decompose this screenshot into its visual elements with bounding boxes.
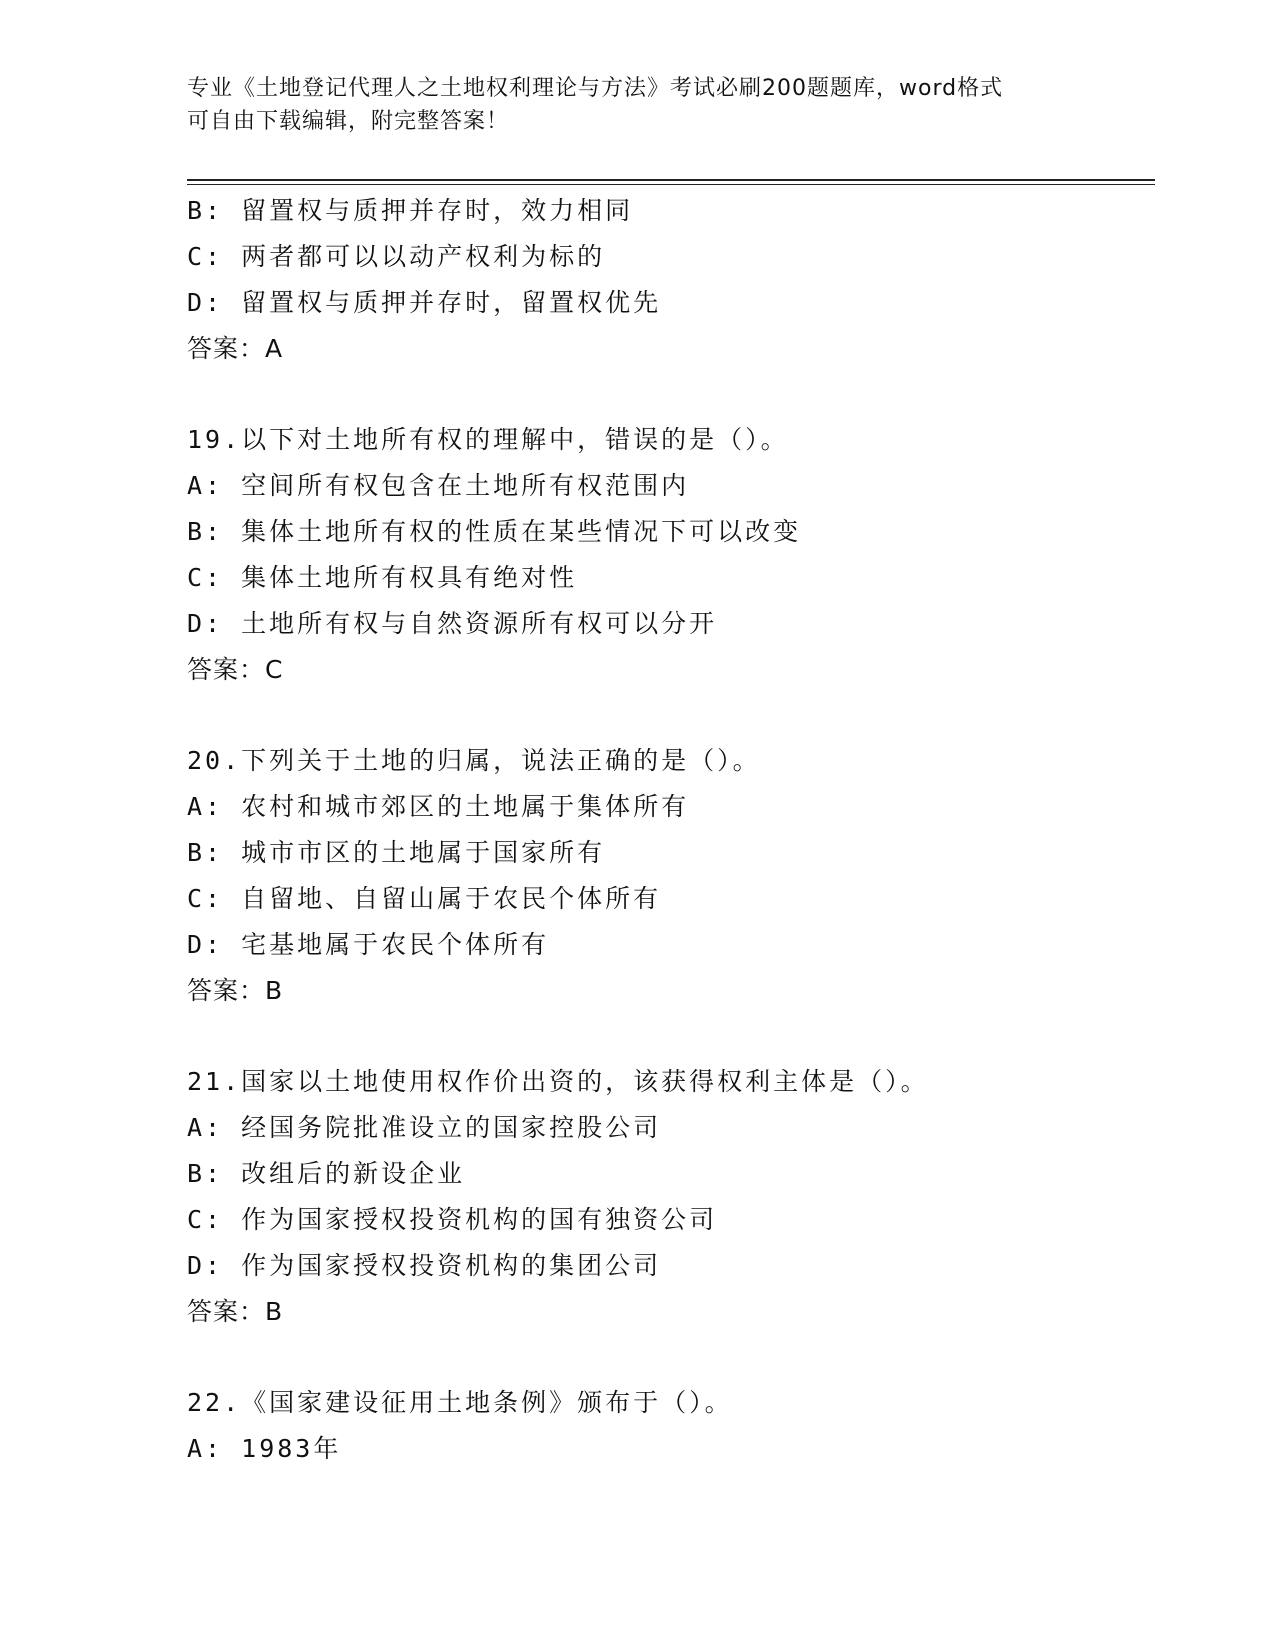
- question-block-19: [187, 417, 1147, 693]
- option-d: D: 留置权与质押并存时，留置权优先: [187, 288, 662, 317]
- option-d: D: 作为国家授权投资机构的集团公司: [187, 1251, 662, 1280]
- option-d: D: 土地所有权与自然资源所有权可以分开: [187, 609, 718, 638]
- option-b: B: 留置权与质押并存时，效力相同: [187, 196, 634, 225]
- question-stem: 19.以下对土地所有权的理解中，错误的是（）。: [187, 425, 789, 454]
- answer-line: 答案：A: [187, 334, 284, 363]
- option-c: C: 集体土地所有权具有绝对性: [187, 563, 578, 592]
- option-a: A: 经国务院批准设立的国家控股公司: [187, 1113, 662, 1142]
- answer-line: 答案：C: [187, 655, 284, 684]
- question-stem: 21.国家以土地使用权作价出资的，该获得权利主体是（）。: [187, 1067, 929, 1096]
- option-c: C: 两者都可以以动产权利为标的: [187, 242, 606, 271]
- option-c: C: 作为国家授权投资机构的国有独资公司: [187, 1205, 718, 1234]
- question-block-continued: [187, 188, 1147, 372]
- option-b: B: 城市市区的土地属于国家所有: [187, 838, 606, 867]
- question-block-21: [187, 1059, 1147, 1335]
- option-a: A: 空间所有权包含在土地所有权范围内: [187, 471, 690, 500]
- question-list: [187, 188, 1147, 1472]
- option-b: B: 改组后的新设企业: [187, 1159, 466, 1188]
- header-title-line-2: 可自由下载编辑，附完整答案！: [187, 109, 510, 134]
- answer-line: 答案：B: [187, 976, 284, 1005]
- answer-line: 答案：B: [187, 1297, 284, 1326]
- question-block-20: [187, 738, 1147, 1014]
- option-a: A: 1983年: [187, 1434, 342, 1463]
- question-block-22: [187, 1380, 1147, 1472]
- option-d: D: 宅基地属于农民个体所有: [187, 930, 550, 959]
- option-c: C: 自留地、自留山属于农民个体所有: [187, 884, 662, 913]
- header-rule-thin: [187, 184, 1155, 185]
- question-stem: 20.下列关于土地的归属，说法正确的是（）。: [187, 746, 761, 775]
- question-stem: 22.《国家建设征用土地条例》颁布于（）。: [187, 1388, 733, 1417]
- document-header: [187, 72, 1067, 138]
- option-a: A: 农村和城市郊区的土地属于集体所有: [187, 792, 690, 821]
- option-b: B: 集体土地所有权的性质在某些情况下可以改变: [187, 517, 802, 546]
- header-rule-thick: [187, 179, 1155, 181]
- header-title-line-1: 专业《土地登记代理人之土地权利理论与方法》考试必刷200题题库，word格式: [187, 76, 1004, 101]
